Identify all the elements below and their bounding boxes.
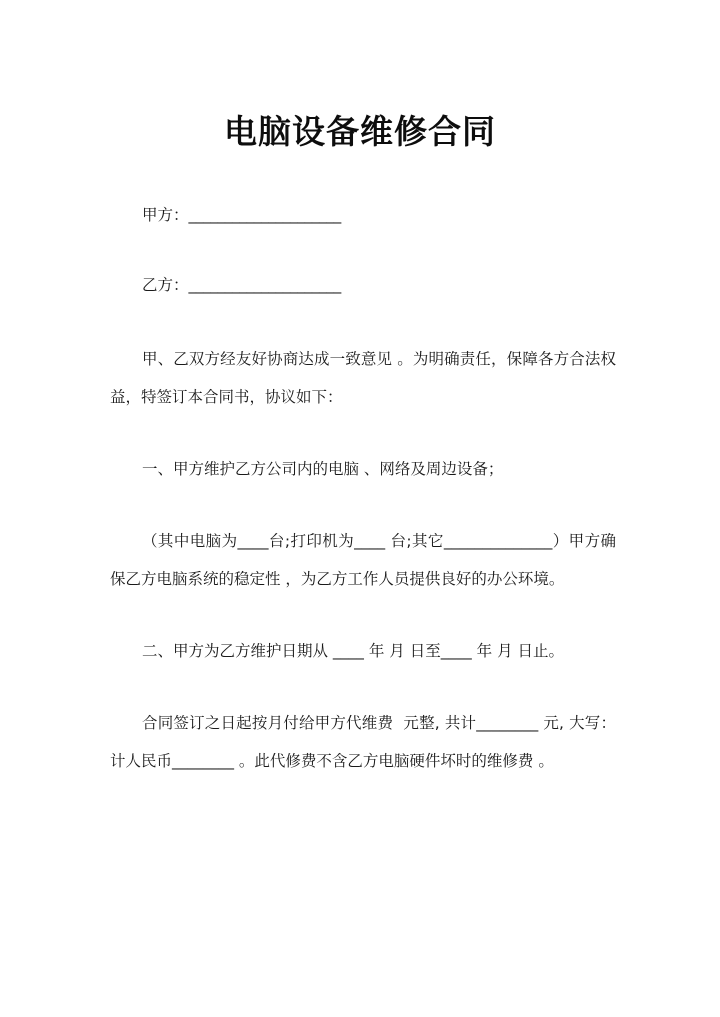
page-title: 电脑设备维修合同 bbox=[224, 112, 496, 151]
spacer-after-clause-1 bbox=[110, 488, 616, 522]
spacer-after-party-b bbox=[110, 300, 616, 340]
spacer-after-clause-1-detail bbox=[110, 598, 616, 632]
party-b-label: 乙方： bbox=[142, 276, 189, 294]
party-a-line bbox=[110, 200, 616, 230]
party-a-label: 甲方： bbox=[142, 206, 189, 224]
party-b-blank[interactable]: _____________________ bbox=[188, 276, 341, 294]
clause-1-paragraph: 一、甲方维护乙方公司内的电脑 、网络及周边设备； bbox=[142, 460, 504, 478]
party-a-blank[interactable]: _____________________ bbox=[188, 206, 341, 224]
spacer-after-party-a bbox=[110, 230, 616, 270]
clause-2-paragraph: 二、甲方为乙方维护日期从 ____ 年 月 日至____ 年 月 日止。 bbox=[142, 642, 564, 660]
spacer-after-clause-2 bbox=[110, 670, 616, 704]
clause-1-detail-paragraph: （其中电脑为____台;打印机为____ 台;其它______________）甲方确保乙方电脑系统的稳定性 ，为乙方工作人员提供良好的办公环境。 bbox=[110, 532, 616, 588]
clause-2-fee-paragraph: 合同签订之日起按月付给甲方代维费 元整, 共计________ 元, 大写：计人民币________ 。此代修费不含乙方电脑硬件坏时的维修费 。 bbox=[110, 714, 616, 770]
spacer-after-preamble bbox=[110, 416, 616, 450]
party-b-line bbox=[110, 270, 616, 300]
document-body bbox=[110, 200, 616, 780]
preamble-paragraph: 甲、乙双方经友好协商达成一致意见 。为明确责任，保障各方合法权益，特签订本合同书，协议如下： bbox=[110, 350, 616, 406]
